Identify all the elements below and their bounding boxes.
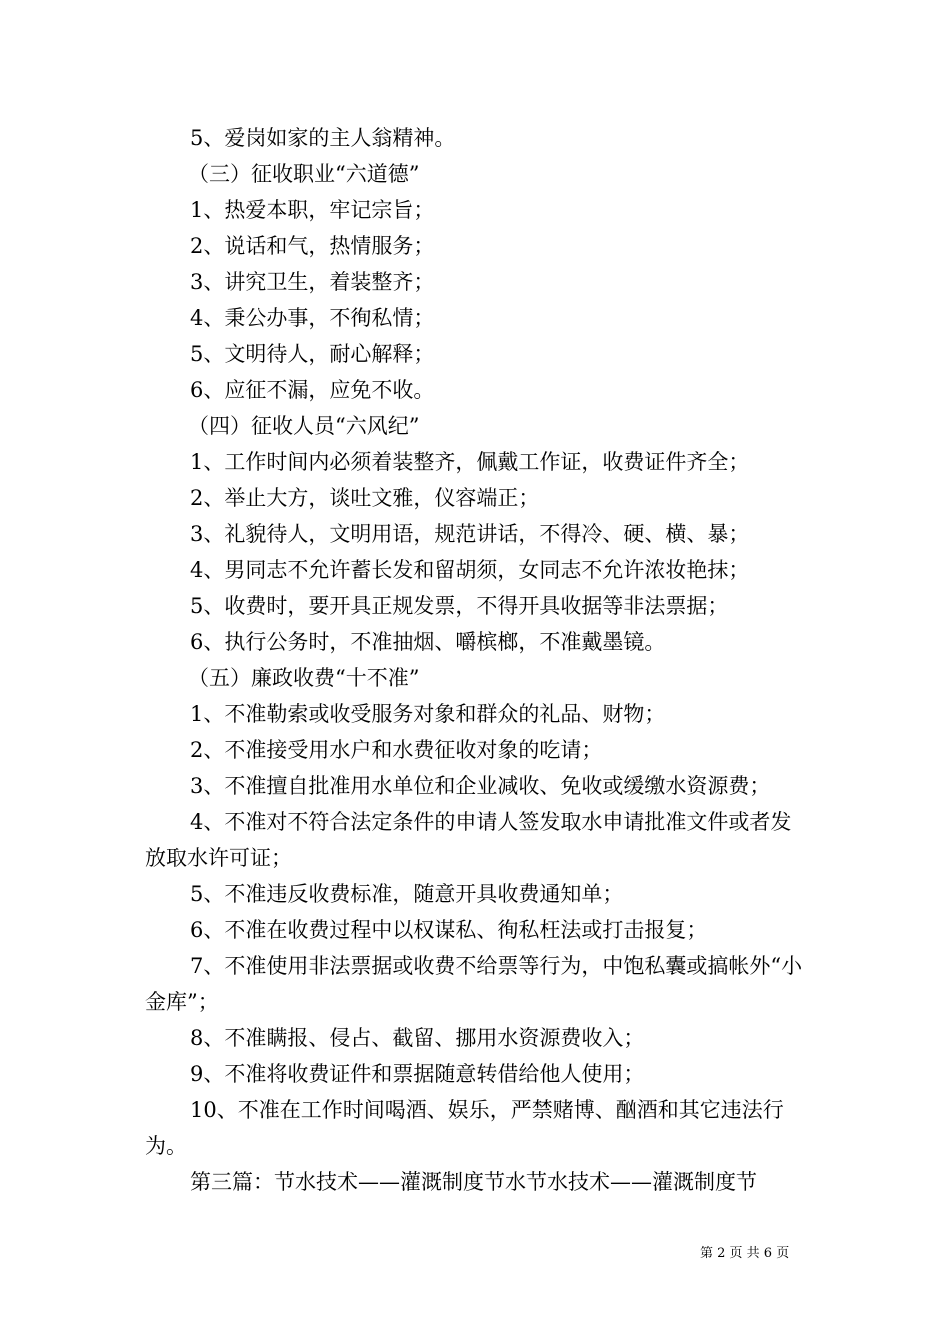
text-line: 1、热爱本职，牢记宗旨； [190,198,435,222]
text-line: 5、收费时，要开具正规发票，不得开具收据等非法票据； [190,594,729,618]
text-line: 8、不准瞒报、侵占、截留、挪用水资源费收入； [190,1026,645,1050]
section-heading: （三）征收职业“六道德” [188,162,420,186]
text-line: 4、男同志不允许蓄长发和留胡须，女同志不允许浓妆艳抹； [190,558,750,582]
text-line: 1、不准勒索或收受服务对象和群众的礼品、财物； [190,702,666,726]
section-heading: （五）廉政收费“十不准” [188,666,420,690]
text-line: 2、不准接受用水户和水费征收对象的吃请； [190,738,603,762]
page-number: 第 2 页 共 6 页 [700,1246,790,1261]
text-line: 1、工作时间内必须着装整齐，佩戴工作证，收费证件齐全； [190,450,750,474]
text-line: 3、礼貌待人，文明用语，规范讲话，不得冷、硬、横、暴； [190,522,750,546]
text-line: 3、不准擅自批准用水单位和企业减收、免收或缓缴水资源费； [190,774,771,798]
text-line: 6、执行公务时，不准抽烟、嚼槟榔，不准戴墨镜。 [190,630,666,654]
chapter-heading: 第三篇：节水技术——灌溉制度节水节水技术——灌溉制度节 [190,1170,757,1194]
text-paragraph: 4、不准对不符合法定条件的申请人签发取水申请批准文件或者发放取水许可证； [145,810,792,870]
text-line: 2、举止大方，谈吐文雅，仪容端正； [190,486,540,510]
section-heading: （四）征收人员“六风纪” [188,414,420,438]
text-line: 5、不准违反收费标准，随意开具收费通知单； [190,882,624,906]
text-line: 5、文明待人，耐心解释； [190,342,435,366]
document-body [145,120,810,1200]
text-line: 5、爱岗如家的主人翁精神。 [190,126,456,150]
text-line: 6、应征不漏，应免不收。 [190,378,435,402]
text-paragraph: 10、不准在工作时间喝酒、娱乐，严禁赌博、酗酒和其它违法行为。 [145,1098,784,1158]
text-line: 2、说话和气，热情服务； [190,234,435,258]
text-line: 4、秉公办事，不徇私情； [190,306,435,330]
text-line: 3、讲究卫生，着装整齐； [190,270,435,294]
text-line: 9、不准将收费证件和票据随意转借给他人使用； [190,1062,645,1086]
text-paragraph: 7、不准使用非法票据或收费不给票等行为，中饱私囊或搞帐外“小金库”； [145,954,803,1014]
text-line: 6、不准在收费过程中以权谋私、徇私枉法或打击报复； [190,918,708,942]
